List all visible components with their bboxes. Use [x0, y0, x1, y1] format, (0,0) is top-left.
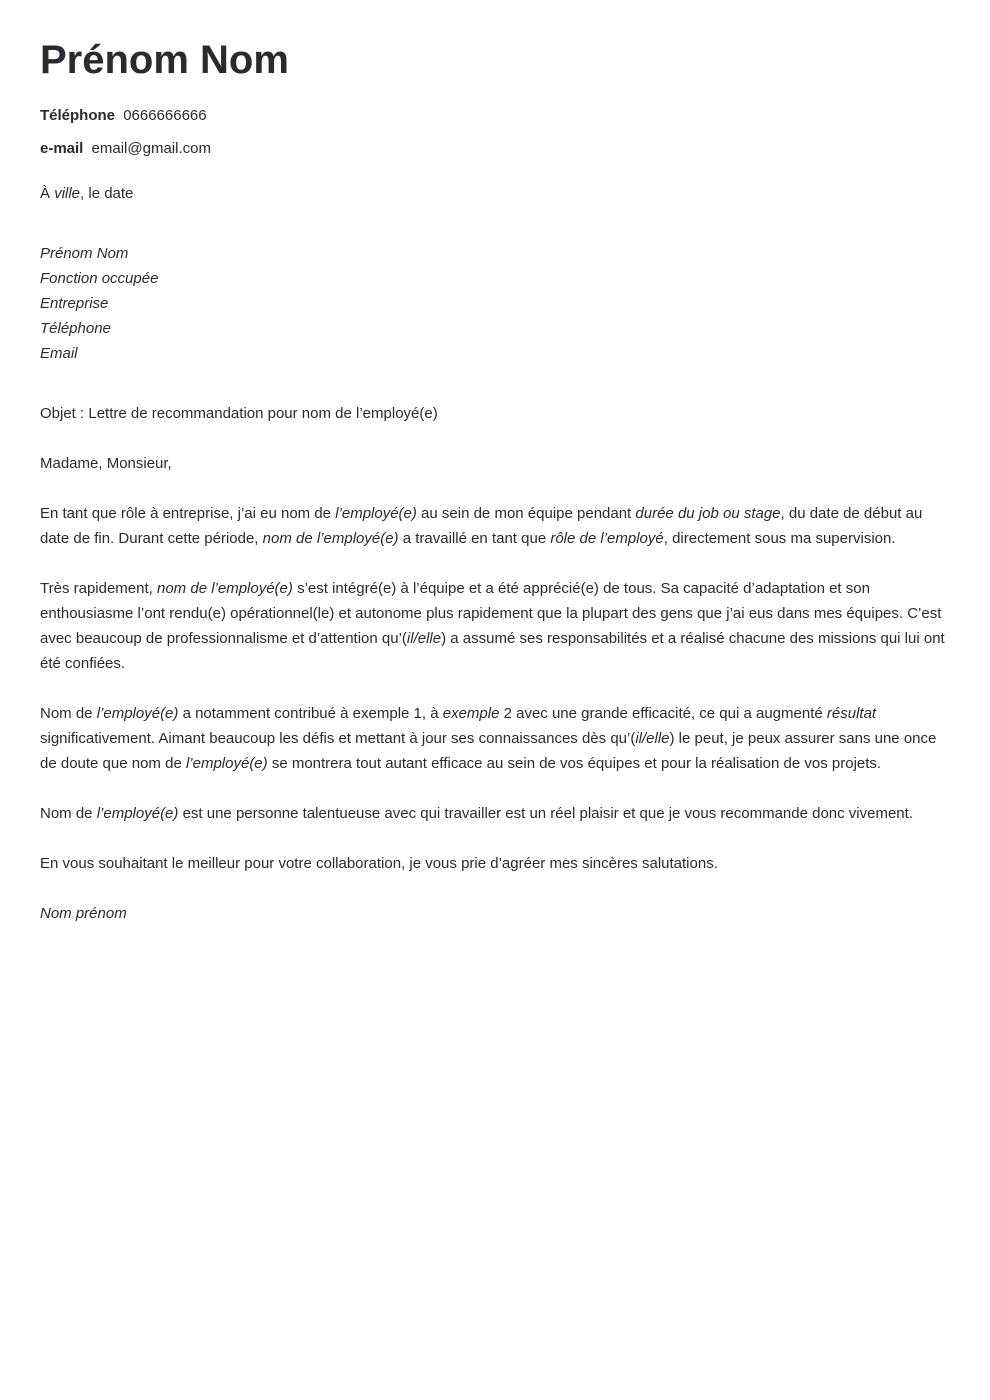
place-date-prefix: À: [40, 185, 55, 202]
text-span: Nom de: [40, 705, 97, 722]
text-span: ) le peut, je peux assurer sans une once de doute que nom de: [40, 730, 937, 772]
email-label: e-mail: [40, 140, 84, 157]
placeholder-span: nom de l’employé(e): [157, 580, 293, 597]
text-span: se montrera tout autant efficace au sein de vos équipes et pour la réalisation de vos projets.: [267, 755, 882, 772]
placeholder-span: il/elle: [635, 730, 670, 747]
text-span: , directement sous ma supervision.: [663, 530, 896, 547]
text-span: significativement. Aimant beaucoup les défis et mettant à jour ses connaissances dès qu’(: [40, 730, 636, 747]
sender-email-row: [40, 139, 211, 159]
letter-salutation: Madame, Monsieur,: [40, 455, 172, 472]
place-date-city: ville: [54, 185, 81, 202]
recipient-company: Entreprise: [40, 295, 109, 312]
text-span: 2 avec une grande efficacité, ce qui a augmenté: [499, 705, 827, 722]
place-date: [40, 181, 950, 206]
text-span: au sein de mon équipe pendant: [416, 505, 636, 522]
placeholder-span: rôle de l’employé: [550, 530, 664, 547]
recipient-block: [40, 241, 950, 366]
recipient-function: Fonction occupée: [40, 270, 159, 287]
body-paragraph-1: [40, 501, 950, 551]
phone-label: Téléphone: [40, 107, 116, 124]
email-value: email@gmail.com: [91, 140, 211, 157]
text-span: En tant que rôle à entreprise, j’ai eu nom de: [40, 505, 336, 522]
place-date-suffix: , le date: [80, 185, 134, 202]
placeholder-span: il/elle: [406, 630, 442, 647]
placeholder-span: nom de l’employé(e): [262, 530, 399, 547]
placeholder-span: exemple: [442, 705, 500, 722]
phone-value: 0666666666: [123, 107, 207, 124]
text-span: ) a assumé ses responsabilités et a réalisé chacune des missions qui lui ont été confiées.: [40, 630, 945, 672]
placeholder-span: l’employé(e): [96, 705, 179, 722]
body-paragraph-4: [40, 801, 950, 826]
body-paragraph-3: [40, 701, 950, 776]
text-span: , du date de début au date de fin. Durant cette période,: [40, 505, 923, 547]
placeholder-span: l’employé(e): [185, 755, 268, 772]
text-span: est une personne talentueuse avec qui travailler est un réel plaisir et que je vous recommande donc vivement.: [178, 805, 913, 822]
body-paragraph-2: [40, 576, 950, 676]
sender-phone-row: [40, 106, 207, 126]
text-span: s’est intégré(e) à l’équipe et a été apprécié(e) de tous. Sa capacité d’adaptation et son enthousiasme l’ont rendu(e) opérationnel(le) et autonome plus rapidement que la plupart des gens que j’ai eus dans mes équipes. C’est avec beaucoup de professionnalisme et d’attention qu’(: [40, 580, 942, 647]
placeholder-span: l’employé(e): [96, 805, 179, 822]
letter-subject: Objet : Lettre de recommandation pour nom de l’employé(e): [40, 405, 438, 422]
sender-name: Prénom Nom: [40, 38, 289, 82]
letter-closing: En vous souhaitant le meilleur pour votre collaboration, je vous prie d’agréer mes sincères salutations.: [40, 855, 718, 872]
placeholder-span: durée du job ou stage: [635, 505, 781, 522]
letter-signature: Nom prénom: [40, 905, 127, 922]
recipient-name: Prénom Nom: [40, 245, 129, 262]
recipient-email: Email: [40, 345, 78, 362]
recipient-phone: Téléphone: [40, 320, 111, 337]
text-span: Très rapidement,: [40, 580, 157, 597]
placeholder-span: résultat: [826, 705, 877, 722]
placeholder-span: l’employé(e): [335, 505, 417, 522]
text-span: a notamment contribué à exemple 1, à: [178, 705, 443, 722]
text-span: a travaillé en tant que: [398, 530, 551, 547]
text-span: Nom de: [40, 805, 97, 822]
